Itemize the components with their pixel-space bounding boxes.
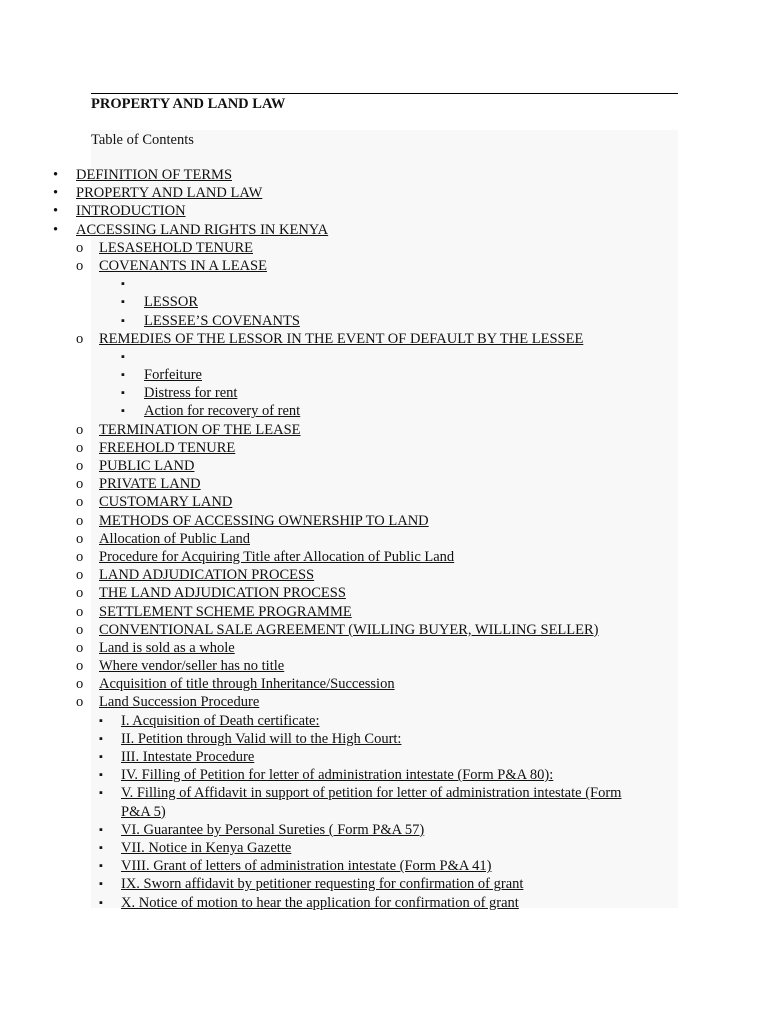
square-bullet-icon: ▪ <box>121 314 125 327</box>
square-bullet-icon: ▪ <box>99 714 103 727</box>
toc-link[interactable]: VII. Notice in Kenya Gazette <box>121 839 292 856</box>
toc-item <box>0 530 768 548</box>
square-bullet-icon: ▪ <box>121 387 125 400</box>
circle-bullet-icon: o <box>76 658 84 675</box>
bullet-icon: • <box>53 203 59 220</box>
toc-item <box>0 548 768 566</box>
toc-item <box>0 603 768 621</box>
toc-item <box>0 184 768 202</box>
circle-bullet-icon: o <box>76 548 84 565</box>
square-bullet-icon: ▪ <box>99 769 103 782</box>
toc-link[interactable]: DEFINITION OF TERMS <box>76 167 233 183</box>
toc-item <box>0 493 768 511</box>
toc-link[interactable]: Where vendor/seller has no title <box>99 658 285 675</box>
toc-link[interactable]: Land Succession Procedure <box>99 694 260 711</box>
toc-link[interactable]: REMEDIES OF THE LESSOR IN THE EVENT OF DEFAULT BY THE LESSEE <box>99 330 584 347</box>
toc-item <box>0 857 768 875</box>
toc-link[interactable]: LESASEHOLD TENURE <box>99 239 253 256</box>
circle-bullet-icon: o <box>76 639 84 656</box>
circle-bullet-icon: o <box>76 439 84 456</box>
toc-heading: Table of Contents <box>91 132 194 148</box>
square-bullet-icon: ▪ <box>121 405 125 418</box>
square-bullet-icon: ▪ <box>99 878 103 891</box>
circle-bullet-icon: o <box>76 330 84 347</box>
toc-item <box>0 712 768 730</box>
square-bullet-icon: ▪ <box>99 860 103 873</box>
circle-bullet-icon: o <box>76 257 84 274</box>
toc-link[interactable]: IV. Filling of Petition for letter of administration intestate (Form P&A 80): <box>121 767 554 784</box>
toc-link[interactable]: LESSOR <box>144 294 198 311</box>
toc-link[interactable]: PROPERTY AND LAND LAW <box>76 185 263 202</box>
toc-item <box>0 894 768 912</box>
square-bullet-icon: ▪ <box>121 369 125 382</box>
toc-item <box>0 475 768 493</box>
toc-link[interactable]: PUBLIC LAND <box>99 458 195 474</box>
toc-link[interactable]: X. Notice of motion to hear the application for confirmation of grant <box>121 894 519 911</box>
toc-link[interactable]: Procedure for Acquiring Title after Allocation of Public Land <box>99 548 455 565</box>
toc-link[interactable]: SETTLEMENT SCHEME PROGRAMME <box>99 603 352 620</box>
circle-bullet-icon: o <box>76 494 84 511</box>
circle-bullet-icon: o <box>76 603 84 620</box>
square-bullet-icon: ▪ <box>99 841 103 854</box>
bullet-icon: • <box>53 185 59 202</box>
toc-item <box>0 875 768 893</box>
top-rule <box>91 93 678 94</box>
toc-link[interactable]: Land is sold as a whole <box>99 639 235 656</box>
circle-bullet-icon: o <box>76 530 84 547</box>
toc-link[interactable]: METHODS OF ACCESSING OWNERSHIP TO LAND <box>99 512 429 529</box>
toc-item <box>0 421 768 439</box>
toc-link[interactable]: PRIVATE LAND <box>99 476 201 493</box>
toc-item <box>0 693 768 711</box>
toc-link[interactable]: Action for recovery of rent <box>144 403 301 420</box>
toc-link[interactable]: INTRODUCTION <box>76 203 186 220</box>
toc-item <box>0 639 768 657</box>
toc-link[interactable]: COVENANTS IN A LEASE <box>99 257 267 274</box>
toc-link-text: V. Filling of Affidavit in support of petition for letter of administration intestate (Form <box>121 785 622 802</box>
toc-link[interactable]: VIII. Grant of letters of administration intestate (Form P&A 41) <box>121 858 492 875</box>
toc-item <box>0 402 768 420</box>
toc-item <box>0 166 768 184</box>
square-bullet-icon: ▪ <box>99 732 103 745</box>
toc-item <box>0 348 768 366</box>
toc-item <box>0 566 768 584</box>
toc-item <box>0 512 768 530</box>
toc-link[interactable] <box>104 784 660 820</box>
toc-item <box>0 457 768 475</box>
bullet-icon: • <box>53 167 59 183</box>
square-bullet-icon: ▪ <box>121 350 125 363</box>
toc-item <box>0 293 768 311</box>
square-bullet-icon: ▪ <box>99 896 103 909</box>
toc-item <box>0 584 768 602</box>
square-bullet-icon: ▪ <box>99 751 103 763</box>
toc-item <box>0 766 768 784</box>
toc-link[interactable]: IX. Sworn affidavit by petitioner requesting for confirmation of grant <box>121 876 524 893</box>
toc-item <box>0 784 768 820</box>
toc-item <box>0 202 768 220</box>
toc-link[interactable]: II. Petition through Valid will to the High Court: <box>121 730 402 747</box>
toc-item <box>0 239 768 257</box>
circle-bullet-icon: o <box>76 585 84 602</box>
circle-bullet-icon: o <box>76 676 84 693</box>
square-bullet-icon: ▪ <box>99 823 103 836</box>
toc-item <box>0 821 768 839</box>
square-bullet-icon: ▪ <box>121 296 125 309</box>
toc-link[interactable]: CONVENTIONAL SALE AGREEMENT (WILLING BUYER, WILLING SELLER) <box>99 621 599 638</box>
square-bullet-icon: ▪ <box>121 278 125 291</box>
toc-link[interactable]: Forfeiture <box>144 367 202 384</box>
toc-item <box>0 366 768 384</box>
toc-link[interactable]: ACCESSING LAND RIGHTS IN KENYA <box>76 221 329 238</box>
toc-item <box>0 657 768 675</box>
circle-bullet-icon: o <box>76 421 84 438</box>
toc-item <box>0 384 768 402</box>
toc-item <box>0 839 768 857</box>
toc-link[interactable]: THE LAND ADJUDICATION PROCESS <box>99 585 346 602</box>
toc-link[interactable]: I. Acquisition of Death certificate: <box>121 712 320 729</box>
toc-link[interactable]: Allocation of Public Land <box>99 530 251 547</box>
toc-link[interactable]: CUSTOMARY LAND <box>99 494 233 511</box>
circle-bullet-icon: o <box>76 694 84 711</box>
document-title: PROPERTY AND LAND LAW <box>91 96 286 112</box>
toc-link-text-continued: P&A 5) <box>121 803 166 820</box>
circle-bullet-icon: o <box>76 239 84 256</box>
toc-item <box>0 330 768 348</box>
toc-link[interactable]: FREEHOLD TENURE <box>99 439 236 456</box>
toc-item <box>0 439 768 457</box>
toc-item <box>0 748 768 766</box>
toc-item <box>0 257 768 275</box>
circle-bullet-icon: o <box>76 567 84 584</box>
toc-link[interactable]: III. Intestate Procedure <box>121 749 255 765</box>
table-of-contents <box>0 166 768 912</box>
toc-link[interactable]: TERMINATION OF THE LEASE <box>99 421 301 438</box>
toc-item <box>0 675 768 693</box>
circle-bullet-icon: o <box>76 512 84 529</box>
toc-item <box>0 275 768 293</box>
circle-bullet-icon: o <box>76 458 84 474</box>
toc-link[interactable]: Acquisition of title through Inheritance/Succession <box>99 676 395 693</box>
toc-item <box>0 312 768 330</box>
toc-item <box>0 730 768 748</box>
circle-bullet-icon: o <box>76 476 84 493</box>
toc-link[interactable]: LESSEE’S COVENANTS <box>144 312 300 329</box>
square-bullet-icon: ▪ <box>99 787 103 800</box>
toc-link[interactable]: LAND ADJUDICATION PROCESS <box>99 567 315 584</box>
toc-link[interactable]: Distress for rent <box>144 385 238 402</box>
toc-link[interactable]: VI. Guarantee by Personal Sureties ( Form P&A 57) <box>121 821 425 838</box>
toc-item <box>0 621 768 639</box>
circle-bullet-icon: o <box>76 621 84 638</box>
bullet-icon: • <box>53 221 59 238</box>
toc-item <box>0 221 768 239</box>
